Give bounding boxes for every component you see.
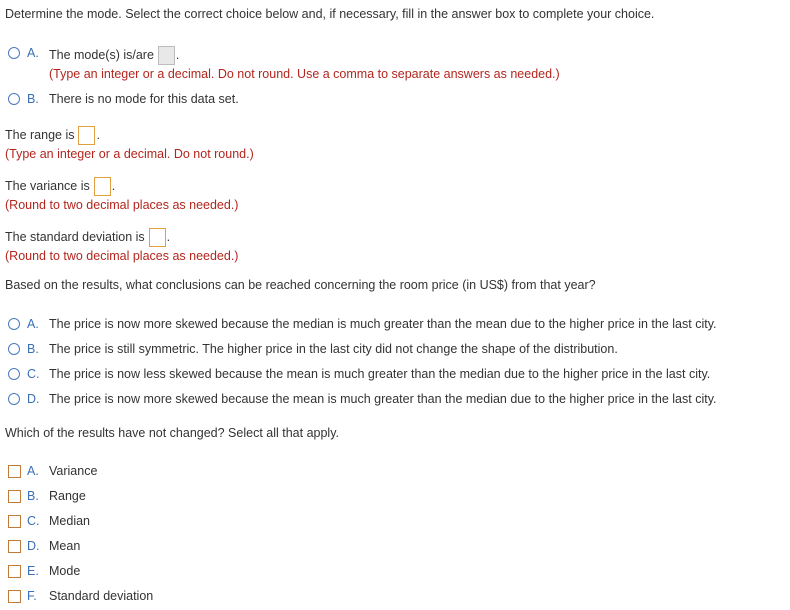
conclusion-option-c-letter: C.	[27, 367, 40, 381]
unchanged-option-f-letter: F.	[27, 589, 37, 603]
mode-option-a-letter: A.	[27, 46, 39, 60]
unchanged-option-a-label: Variance	[49, 464, 98, 478]
variance-answer-input[interactable]	[94, 177, 111, 196]
conclusion-option-a-radio[interactable]	[8, 318, 20, 330]
unchanged-option-d-checkbox[interactable]	[8, 540, 21, 553]
mode-option-a-label: The mode(s) is/are	[49, 47, 154, 62]
mode-option-a-row	[49, 46, 179, 65]
mode-option-b-radio[interactable]	[8, 93, 20, 105]
unchanged-option-f-checkbox[interactable]	[8, 590, 21, 603]
period-text: .	[166, 229, 171, 244]
mode-option-b-label: There is no mode for this data set.	[49, 92, 239, 106]
unchanged-option-b-checkbox[interactable]	[8, 490, 21, 503]
conclusion-option-c-label: The price is now less skewed because the mean is much greater than the median due to the higher price in the last city.	[49, 367, 711, 381]
conclusion-option-a-letter: A.	[27, 317, 39, 331]
unchanged-option-d-label: Mean	[49, 539, 81, 553]
range-hint: (Type an integer or a decimal. Do not round.)	[5, 147, 254, 161]
conclusion-option-b-radio[interactable]	[8, 343, 20, 355]
conclusion-option-a-label: The price is now more skewed because the median is much greater than the mean due to the higher price in the last city.	[49, 317, 717, 331]
conclusion-option-d-letter: D.	[27, 392, 40, 406]
conclusion-option-b-letter: B.	[27, 342, 39, 356]
period-text: .	[96, 127, 100, 142]
range-row	[5, 126, 100, 145]
unchanged-option-c-label: Median	[49, 514, 90, 528]
unchanged-option-e-label: Mode	[49, 564, 81, 578]
unchanged-option-e-letter: E.	[27, 564, 39, 578]
stddev-hint: (Round to two decimal places as needed.)	[5, 249, 239, 263]
unchanged-option-f-label: Standard deviation	[49, 589, 154, 603]
stddev-row	[5, 228, 170, 247]
conclusion-option-d-label: The price is now more skewed because the mean is much greater than the median due to the higher price in the last city.	[49, 392, 717, 406]
mode-option-a-radio[interactable]	[8, 47, 20, 59]
unchanged-option-a-letter: A.	[27, 464, 39, 478]
period-text: .	[175, 47, 180, 62]
unchanged-option-c-letter: C.	[27, 514, 40, 528]
stddev-answer-input[interactable]	[149, 228, 166, 247]
variance-hint: (Round to two decimal places as needed.)	[5, 198, 239, 212]
unchanged-option-c-checkbox[interactable]	[8, 515, 21, 528]
conclusion-question: Based on the results, what conclusions can be reached concerning the room price (in US$) from that year?	[5, 278, 596, 292]
unchanged-option-e-checkbox[interactable]	[8, 565, 21, 578]
mode-option-b-letter: B.	[27, 92, 39, 106]
conclusion-option-c-radio[interactable]	[8, 368, 20, 380]
range-answer-input[interactable]	[78, 126, 95, 145]
unchanged-option-a-checkbox[interactable]	[8, 465, 21, 478]
mode-option-a-hint: (Type an integer or a decimal. Do not round. Use a comma to separate answers as needed.)	[49, 67, 560, 81]
mode-answer-input[interactable]	[158, 46, 175, 65]
conclusion-option-d-radio[interactable]	[8, 393, 20, 405]
unchanged-option-b-letter: B.	[27, 489, 39, 503]
unchanged-question: Which of the results have not changed? Select all that apply.	[5, 426, 339, 440]
range-label: The range is	[5, 127, 75, 142]
unchanged-option-d-letter: D.	[27, 539, 40, 553]
stddev-label: The standard deviation is	[5, 229, 145, 244]
variance-label: The variance is	[5, 178, 90, 193]
conclusion-option-b-label: The price is still symmetric. The higher price in the last city did not change the shape of the distribution.	[49, 342, 618, 356]
variance-row	[5, 177, 115, 196]
period-text: .	[111, 178, 116, 193]
instruction-text: Determine the mode. Select the correct choice below and, if necessary, fill in the answer box to complete your choice.	[5, 7, 655, 21]
unchanged-option-b-label: Range	[49, 489, 86, 503]
